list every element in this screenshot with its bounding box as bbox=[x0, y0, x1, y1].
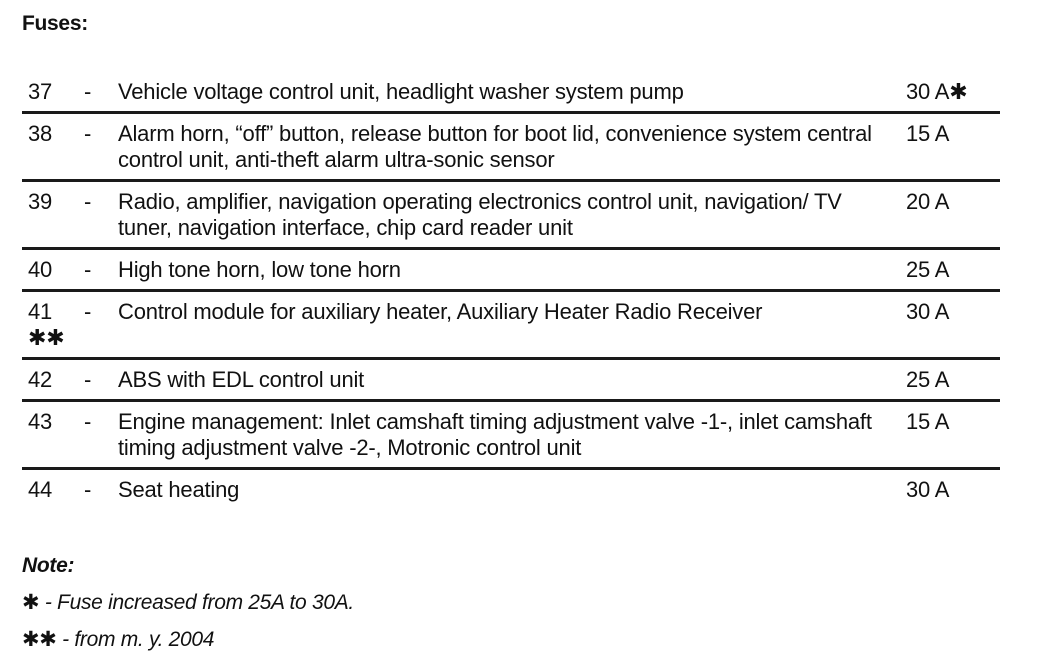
fuse-number: 43 bbox=[28, 409, 53, 434]
separator-dash: - bbox=[84, 79, 92, 104]
fuse-description: High tone horn, low tone horn bbox=[118, 257, 401, 282]
note-title: Note: bbox=[22, 554, 75, 577]
separator-dash: - bbox=[84, 477, 92, 502]
table-row bbox=[22, 470, 1000, 509]
table-row bbox=[22, 292, 1000, 357]
note-line-double-asterisk: ✱✱ - from m. y. 2004 bbox=[22, 628, 215, 651]
fuse-number: 39 bbox=[28, 189, 53, 214]
table-row bbox=[22, 72, 1000, 111]
fuse-description: ABS with EDL control unit bbox=[118, 367, 365, 392]
table-row bbox=[22, 360, 1000, 399]
separator-dash: - bbox=[84, 367, 92, 392]
fuse-number: 40 bbox=[28, 257, 53, 282]
table-row bbox=[22, 182, 1000, 247]
fuse-rating: 30 A✱ bbox=[906, 79, 968, 104]
fuse-rating: 30 A bbox=[906, 299, 950, 324]
fuse-rating: 15 A bbox=[906, 121, 950, 146]
fuse-number: 37 bbox=[28, 79, 53, 104]
fuse-table bbox=[22, 72, 1000, 509]
table-row bbox=[22, 114, 1000, 179]
separator-dash: - bbox=[84, 299, 92, 324]
page-title: Fuses: bbox=[22, 12, 88, 35]
table-row bbox=[22, 402, 1000, 467]
fuse-number: 42 bbox=[28, 367, 53, 392]
note-line-single-asterisk: ✱ - Fuse increased from 25A to 30A. bbox=[22, 591, 354, 614]
fuse-rating: 25 A bbox=[906, 257, 950, 282]
separator-dash: - bbox=[84, 189, 92, 214]
fuse-description: Control module for auxiliary heater, Auxiliary Heater Radio Receiver bbox=[118, 299, 763, 324]
fuse-description: Alarm horn, “off” button, release button for boot lid, convenience system central control unit, anti-theft alarm ultra-sonic sensor bbox=[118, 121, 872, 172]
fuse-number: 38 bbox=[28, 121, 53, 146]
separator-dash: - bbox=[84, 409, 92, 434]
fuse-description: Seat heating bbox=[118, 477, 240, 502]
fuse-number: 41 ✱✱ bbox=[28, 299, 65, 350]
fuse-rating: 25 A bbox=[906, 367, 950, 392]
separator-dash: - bbox=[84, 121, 92, 146]
fuse-description: Engine management: Inlet camshaft timing adjustment valve -1-, inlet camshaft timing adjustment valve -2-, Motronic control unit bbox=[118, 409, 872, 460]
separator-dash: - bbox=[84, 257, 92, 282]
fuse-description: Vehicle voltage control unit, headlight washer system pump bbox=[118, 79, 684, 104]
fuse-rating: 30 A bbox=[906, 477, 950, 502]
fuse-rating: 20 A bbox=[906, 189, 950, 214]
fuse-description: Radio, amplifier, navigation operating electronics control unit, navigation/ TV tuner, navigation interface, chip card reader unit bbox=[118, 189, 842, 240]
fuse-number: 44 bbox=[28, 477, 53, 502]
fuse-rating: 15 A bbox=[906, 409, 950, 434]
table-row bbox=[22, 250, 1000, 289]
